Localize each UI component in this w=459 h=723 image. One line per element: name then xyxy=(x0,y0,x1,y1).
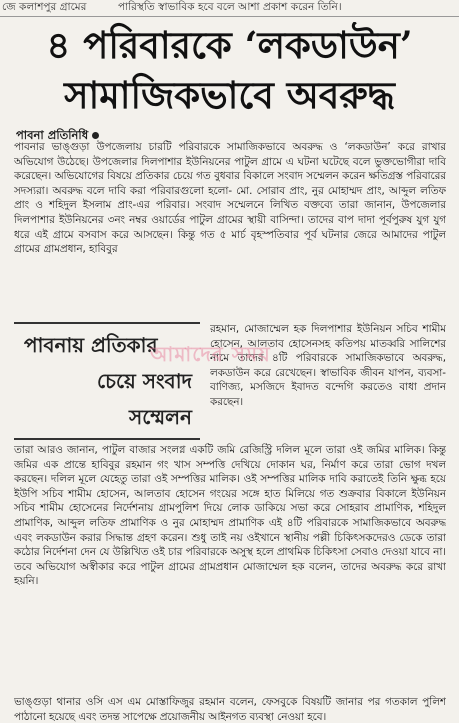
top-strip xyxy=(0,0,459,17)
pull-quote-line-2: চেয়ে সংবাদ xyxy=(97,369,192,393)
top-strip-left: জে কলাশপুর গ্রামের xyxy=(2,1,87,13)
article-paragraph-3: ভাঙ্গুড়া থানার ওসি এস এম মোস্তাফিজুর রহমান বলেন, ফেসবুকে বিষয়টি জানার পর গতকাল পুলিশ পাঠানো হয়েছে এবং তদন্ত সাপেক্ষে প্রয়োজনীয় আইনগত ব্যবস্থা নেওয়া হবে। xyxy=(14,696,446,723)
pull-quote-line-3: সম্মেলন xyxy=(129,405,192,429)
article-paragraph-1-continued: রহমান, মোজাম্মেল হক দিলপাশার ইউনিয়ন সচিব শামীম হোসেন, আলতাব হোসেনসহ কতিপয় মাতব্বরি সালিশের নামে তাদের ৪টি পরিবারকে সামাজিকভাবে অবরুদ্ধ, লকডাউন করে রেখেছেন। স্বাভাবিক জীবন যাপন, ব্যবসা-বাণিজ্য, মসজিদে ইবাদত বন্দেগি করতেও বাধা প্রদান করছেন। xyxy=(210,323,446,408)
article-paragraph-1: পাবনার ভাঙ্গুড়া উপজেলায় চারটি পরিবারকে সামাজিকভাবে অবরুদ্ধ ও ‘লকডাউন’ করে রাখার অভিযোগ উঠেছে। উপজেলার দিলপাশার ইউনিয়নের পাটুল গ্রামে এ ঘটনা ঘটেছে বলে ভুক্তভোগীরা দাবি করেছেন। অভিযোগের বিষয়ে প্রতিকার চেয়ে গত বুধবার বিকালে সংবাদ সম্মেলন করেন ক্ষতিগ্রস্ত পরিবারের সদস্যরা। অবরুদ্ধ বলে দাবি করা পরিবারগুলো হলো- মো. সোরাব প্রাং, নুর মোহাম্মদ প্রাং, আব্দুল লতিফ প্রাং ও শহিদুল ইসলাম প্রাং-এর পরিবার। সংবাদ সম্মেলনে লিখিত বক্তব্যে তারা জানান, উপজেলার দিলপাশার ইউনিয়নের ৩নং নম্বর ওয়ার্ডের পাটুল গ্রামের স্থায়ী বাসিন্দা। তাদের বাপ দাদা পূর্বপুরুষ যুগ যুগ ধরে এই গ্রামে বসবাস করে আসছেন। কিন্তু গত ৫ মার্চ বৃহস্পতিবার পূর্ব ঘটনার জেরে আমাদের পাটুল গ্রামের গ্রামপ্রধান, হাবিবুর xyxy=(14,141,446,256)
pull-quote-line-1: পাবনায় প্রতিকার xyxy=(24,333,158,357)
article-paragraph-2: তারা আরও জানান, পাটুল বাজার সংলগ্ন একটি জমি রেজিস্ট্রি দলিল মূলে তারা ওই জমির মালিক। কিন্তু জমির এক প্রান্তে হাবিবুর রহমান গং খাস সম্পত্তি দেখিয়ে দোকান ঘর, নির্মাণ করে তারা ভোগ দখল করছেন। দলিল মূলে যেহেতু তারা ওই সম্পত্তির মালিক। ওই সম্পত্তির মালিক দাবি করাতেই তিনি ক্ষুব্ধ হয়ে ইউপি সচিব শামীম হোসেন, আলতাব হোসেন গংয়ের সঙ্গে হাত মিলিয়ে গত শুক্রবার বিকালে ইউনিয়ন সচিব শামীম হোসেনের নির্দেশনায় গ্রামপুলিশ দিয়ে লোক ডাকিয়ে সভা করে সোহরাব প্রামাণিক, শহিদুল প্রামাণিক, আব্দুল লতিফ প্রামাণিক ও নুর মোহাম্মদ প্রামাণিক এই ৪টি পরিবারকে সামাজিকভাবে অবরুদ্ধ এবং লকডাউন করার সিদ্ধান্ত গ্রহণ করেন। শুধু তাই নয় ওইখানে স্থানীয় পল্লী চিকিৎসকদেরও ডেকে তারা কঠোর নির্দেশনা দেন যে উল্লিখিত ওই চার পরিবারকে অসুস্থ হলে প্রাথমিক চিকিৎসা সেবাও দেওয়া যাবে না। তবে অভিযোগ অস্বীকার করে পাটুল গ্রামের গ্রামপ্রধান মোজাম্মেল হক বলেন, তাদের অবরুদ্ধ করে রাখা হয়নি। xyxy=(14,444,446,588)
headline-line-1: ৪ পরিবারকে ‘লকডাউন’ xyxy=(46,23,413,67)
top-strip-right: পারিস্থতি স্বাভাবিক হবে বলে আশা প্রকাশ করেন তিনি। xyxy=(118,1,342,13)
headline-line-2: সামাজিকভাবে অবরুদ্ধ xyxy=(64,73,395,117)
bullet-icon xyxy=(92,132,99,139)
watermark: আমাদের সময় xyxy=(150,342,271,366)
byline-text: পাবনা প্রতিনিধি xyxy=(16,128,89,142)
